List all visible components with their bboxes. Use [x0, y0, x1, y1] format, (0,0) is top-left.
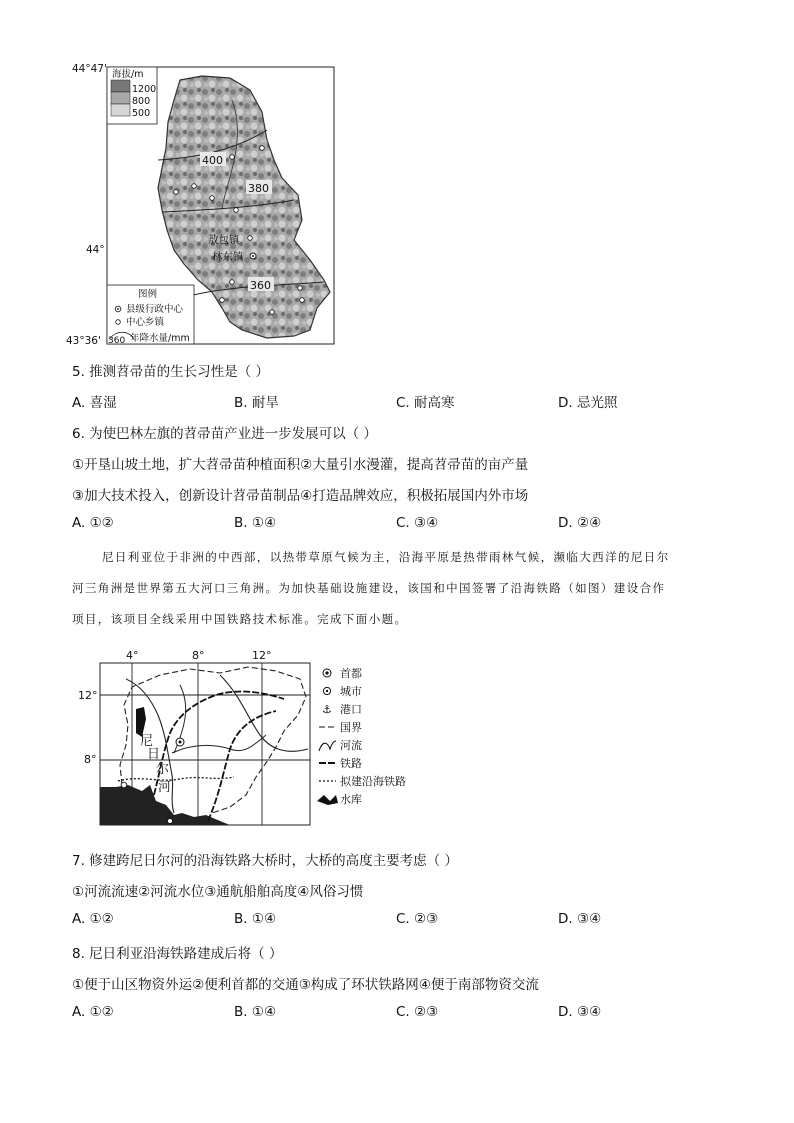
legend-reservoir: 水库 [340, 793, 362, 806]
q5-option-c[interactable]: C. 耐高寒 [396, 395, 455, 411]
passage-line-3: 项目，该项目全线采用中国铁路技术标准。完成下面小题。 [72, 612, 408, 626]
q7-option-d[interactable]: D. ③④ [558, 911, 602, 927]
q8-option-d[interactable]: D. ③④ [558, 1004, 602, 1020]
city-icon [168, 819, 173, 824]
elevation-1200-label: 1200 [132, 84, 157, 95]
river-label-he: 河 [158, 780, 172, 795]
question-7-stem: 7. 修建跨尼日尔河的沿海铁路大桥时，大桥的高度主要考虑（ ） [72, 853, 458, 869]
river-label-ni: 尼 [140, 734, 154, 749]
topographic-map-svg [62, 60, 342, 350]
port-icon [121, 782, 127, 788]
q7-option-b[interactable]: B. ①④ [234, 911, 277, 927]
q6-statement-line-1: ①开垦山坡土地，扩大苕帚苗种植面积②大量引水漫灌，提高苕帚苗的亩产量 [72, 457, 529, 473]
q6-option-a[interactable]: A. ①② [72, 515, 114, 531]
q7-option-a[interactable]: A. ①② [72, 911, 114, 927]
q8-option-c[interactable]: C. ②③ [396, 1004, 439, 1020]
anchor-icon: ⚓ [322, 703, 332, 716]
reservoir-legend-icon [317, 795, 338, 805]
nigeria-map-svg [70, 645, 430, 830]
q5-option-d[interactable]: D. 忌光照 [558, 395, 618, 411]
river-legend-icon [319, 741, 336, 751]
question-5-stem: 5. 推测苕帚苗的生长习性是（ ） [72, 364, 269, 380]
elevation-800-label: 800 [132, 96, 151, 107]
town-aobao-label: 敖包镇 [208, 234, 240, 246]
legend-isohyet-sample: 360 [108, 336, 126, 346]
elevation-legend-title: 海拔/m [112, 69, 144, 80]
latitude-12-label: 12° [78, 689, 98, 702]
q6-option-b[interactable]: B. ①④ [234, 515, 277, 531]
longitude-4-label: 4° [126, 649, 139, 662]
legend-city: 城市 [340, 685, 362, 698]
legend-border: 国界 [340, 721, 362, 734]
q7-option-c[interactable]: C. ②③ [396, 911, 439, 927]
passage-line-2: 河三角洲是世界第五大河口三角洲。为加快基础设施建设，该国和中国签署了沿海铁路（如图）建设合作 [72, 581, 666, 595]
legend-planned-railway: 拟建沿海铁路 [340, 775, 406, 788]
legend-town: 中心乡镇 [126, 317, 165, 328]
q6-option-c[interactable]: C. ③④ [396, 515, 439, 531]
latitude-mid-label: 44° [86, 244, 105, 256]
river-label-er: 尔 [156, 762, 170, 777]
q8-statement-line-1: ①便于山区物资外运②便利首都的交通③构成了环状铁路网④便于南部物资交流 [72, 977, 539, 993]
q8-option-a[interactable]: A. ①② [72, 1004, 114, 1020]
q7-statement-line-1: ①河流流速②河流水位③通航船舶高度④风俗习惯 [72, 884, 364, 900]
isohyet-380-label: 380 [248, 182, 269, 195]
latitude-top-label: 44°47' [72, 63, 107, 75]
legend-capital: 首都 [340, 667, 362, 680]
town-lindong-label: 林东镇 [212, 251, 244, 263]
legend-county-center: 县级行政中心 [126, 304, 184, 315]
question-6-stem: 6. 为使巴林左旗的苕帚苗产业进一步发展可以（ ） [72, 426, 377, 442]
legend-railway: 铁路 [340, 757, 362, 770]
isohyet-360-label: 360 [250, 279, 271, 292]
latitude-bottom-label: 43°36' [66, 335, 101, 347]
q5-option-a[interactable]: A. 喜湿 [72, 395, 117, 411]
q6-option-d[interactable]: D. ②④ [558, 515, 602, 531]
river-label-ri: 日 [147, 747, 161, 762]
map2-legend [317, 666, 406, 806]
topographic-map [62, 60, 342, 350]
elevation-500-label: 500 [132, 108, 151, 119]
q5-option-b[interactable]: B. 耐旱 [234, 395, 279, 411]
nigeria-railway-map [70, 645, 430, 830]
town-legend-icon [116, 320, 121, 325]
longitude-12-label: 12° [252, 649, 272, 662]
isohyet-400-label: 400 [202, 154, 223, 167]
q6-statement-line-2: ③加大技术投入，创新设计苕帚苗制品④打造品牌效应，积极拓展国内外市场 [72, 488, 529, 504]
longitude-8-label: 8° [192, 649, 205, 662]
legend-title: 图例 [138, 289, 158, 300]
legend-river: 河流 [340, 739, 362, 752]
passage-line-1: 尼日利亚位于非洲的中西部，以热带草原气候为主，沿海平原是热带雨林气候，濒临大西洋的尼日尔 [102, 550, 670, 564]
legend-isohyet: 年降水量/mm [130, 333, 190, 344]
question-8-stem: 8. 尼日利亚沿海铁路建成后将（ ） [72, 946, 283, 962]
legend-port: 港口 [340, 703, 362, 716]
q8-option-b[interactable]: B. ①④ [234, 1004, 277, 1020]
latitude-8-label: 8° [84, 753, 97, 766]
